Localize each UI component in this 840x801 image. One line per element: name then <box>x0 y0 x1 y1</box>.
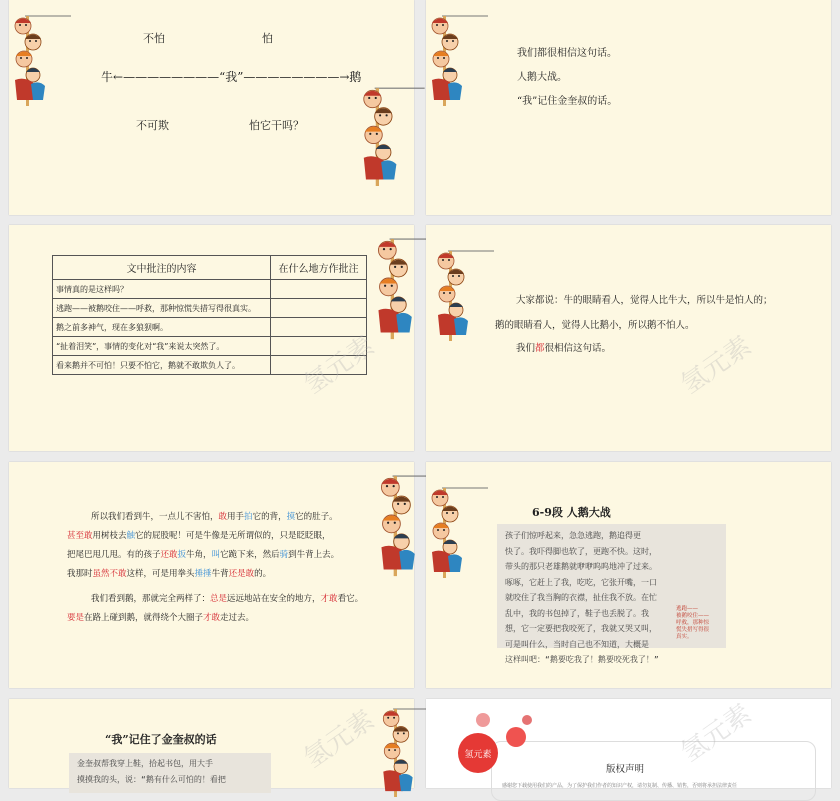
excerpt-line: 乱中，我的书包掉了，鞋子也丢脱了。我 <box>505 608 649 618</box>
text-line-3: “我”记住金奎叔的话。 <box>517 96 618 107</box>
table-header-location: 在什么地方作批注 <box>271 256 367 280</box>
relation-line <box>101 68 361 85</box>
slide-1[interactable] <box>9 0 414 215</box>
label-afraid: 怕 <box>262 32 273 45</box>
goose-label: 鹅 <box>349 70 362 84</box>
table-cell-empty[interactable] <box>271 299 367 318</box>
excerpt-line: 就咬住了我当胸的衣襟，扯住我不放。在忙 <box>505 593 657 602</box>
table-cell: 鹅之前多神气，现在多狼狈啊。 <box>53 318 271 337</box>
excerpt-line: 啄啄，它赶上了我，吃吃，它张开嘴，一口 <box>505 577 657 587</box>
text-span: 很相信这句话。 <box>544 343 612 354</box>
kids-illustration-right <box>377 707 417 797</box>
kids-illustration-top-left <box>428 486 492 576</box>
para1-line3: 把尾巴甩几甩。有的孩子还敢扳牛角，叫它跪下来，然后骑到牛背上去。 <box>67 550 340 560</box>
emphasis-span: 都 <box>535 343 545 354</box>
text-line-2: 鹅的眼睛看人，觉得人比鹅小，所以鹅不怕人。 <box>495 320 695 331</box>
text-line-2: 人鹅大战。 <box>517 72 567 83</box>
decor-circle <box>522 715 532 725</box>
textbook-excerpt <box>69 753 271 793</box>
slide-8-copyright[interactable] <box>426 699 831 788</box>
margin-note: 逃跑—— 被鹅咬住—— 呼救，那种惊 慌失措写得很 真实。 <box>676 606 710 640</box>
paragraph-1 <box>67 508 339 584</box>
kids-illustration-right <box>374 233 414 343</box>
label-why-fear: 怕它干吗？ <box>249 119 304 132</box>
slide-4[interactable] <box>426 225 831 451</box>
table-cell: 事情真的是这样吗？ <box>53 280 271 299</box>
paragraph-2 <box>67 590 363 628</box>
excerpt-line: 带头的那只老雄鹅就咿咿呜呜地冲了过来。 <box>505 562 657 571</box>
table-row <box>53 318 367 337</box>
section-title: “我”记住了金奎叔的话 <box>105 733 217 746</box>
copyright-heading: 版权声明 <box>606 764 645 775</box>
excerpt-line: 这样叫吧：“鹅要吃我了！鹅要咬死我了！” <box>505 655 659 664</box>
text-span: 我们 <box>516 343 536 354</box>
arrow-right: ————————→ <box>243 70 350 84</box>
excerpt-line: 可是叫什么，当时自己也不知道，大概是 <box>505 639 649 649</box>
slide-6[interactable] <box>426 462 831 688</box>
label-bullyable: 不可欺 <box>136 119 169 132</box>
excerpt-line: 快了。我吓得脚也软了，更跑不快。这时， <box>505 546 657 556</box>
watermark: 氢元素 <box>298 704 380 775</box>
text-line-3 <box>516 340 611 354</box>
para1-line1: 所以我们看到牛，一点儿不害怕，敢用手拍它的背，摸它的肚子。 <box>91 512 338 522</box>
table-cell: 看来鹅并不可怕！只要不怕它，鹅就不敢欺负人了。 <box>53 356 271 375</box>
excerpt-line: 摸摸我的头，说：“鹅有什么可怕的！看把 <box>77 774 226 784</box>
decor-circle <box>476 713 490 727</box>
kids-illustration-right <box>359 86 399 186</box>
slide-3[interactable] <box>9 225 414 451</box>
table-cell: “扯着泪笑”，事情的变化对“我”来说太突然了。 <box>53 337 271 356</box>
copyright-body: 感谢您下载使用我们的产品，为了保护我们作者的知识产权，请勿复制、传播、销售，否则将承担法律责任 <box>502 783 738 789</box>
copyright-card <box>491 741 816 801</box>
watermark: 氢元素 <box>675 330 757 401</box>
me-label: “我” <box>219 70 244 84</box>
para2-line1: 我们看到鹅，那就完全两样了：总是远远地站在安全的地方，才敢看它。 <box>91 594 364 604</box>
brand-logo: 氢元素 <box>458 733 498 773</box>
arrow-left: ←———————— <box>113 70 220 84</box>
para2-line2: 要是在路上碰到鹅，就得绕个大圈子才敢走过去。 <box>67 613 255 623</box>
para1-line2: 甚至敢用树枝去触它的屁股呢！可是牛像是无所谓似的，只是眨眨眼， <box>67 531 331 541</box>
section-title: 6-9段 人鹅大战 <box>532 506 611 519</box>
slide-2[interactable] <box>426 0 831 215</box>
kids-illustration-right <box>377 470 417 580</box>
slide-5[interactable] <box>9 462 414 688</box>
label-not-afraid: 不怕 <box>143 32 165 45</box>
ox-label: 牛 <box>101 70 114 84</box>
table-cell-empty[interactable] <box>271 280 367 299</box>
decor-circle <box>506 727 526 747</box>
excerpt-line: 金奎叔帮我穿上鞋，拾起书包，用大手 <box>77 759 213 768</box>
table-cell: 逃跑——被鹅咬住——呼救，那种惊慌失措写得很真实。 <box>53 299 271 318</box>
kids-illustration-top-left <box>428 14 492 104</box>
para1-line4: 我那时虽然不敢这样，可是用拳头捶捶牛背还是敢的。 <box>67 569 272 579</box>
text-line-1: 我们都很相信这句话。 <box>517 48 617 59</box>
table-row <box>53 280 367 299</box>
text-line-1: 大家都说：牛的眼睛看人，觉得人比牛大，所以牛是怕人的； <box>516 295 773 306</box>
kids-illustration-top-left <box>434 239 498 349</box>
kids-illustration-top-left <box>11 14 75 104</box>
table-row <box>53 299 367 318</box>
excerpt-line: 想，它一定要把我咬死了，我就又哭又叫， <box>505 624 657 633</box>
table-header-content: 文中批注的内容 <box>53 256 271 280</box>
watermark: 氢元素 <box>675 698 757 769</box>
watermark: 氢元素 <box>298 330 380 401</box>
excerpt-line: 孩子们惊呼起来，急急逃跑，鹅追得更 <box>505 531 641 540</box>
slide-7[interactable] <box>9 699 414 788</box>
